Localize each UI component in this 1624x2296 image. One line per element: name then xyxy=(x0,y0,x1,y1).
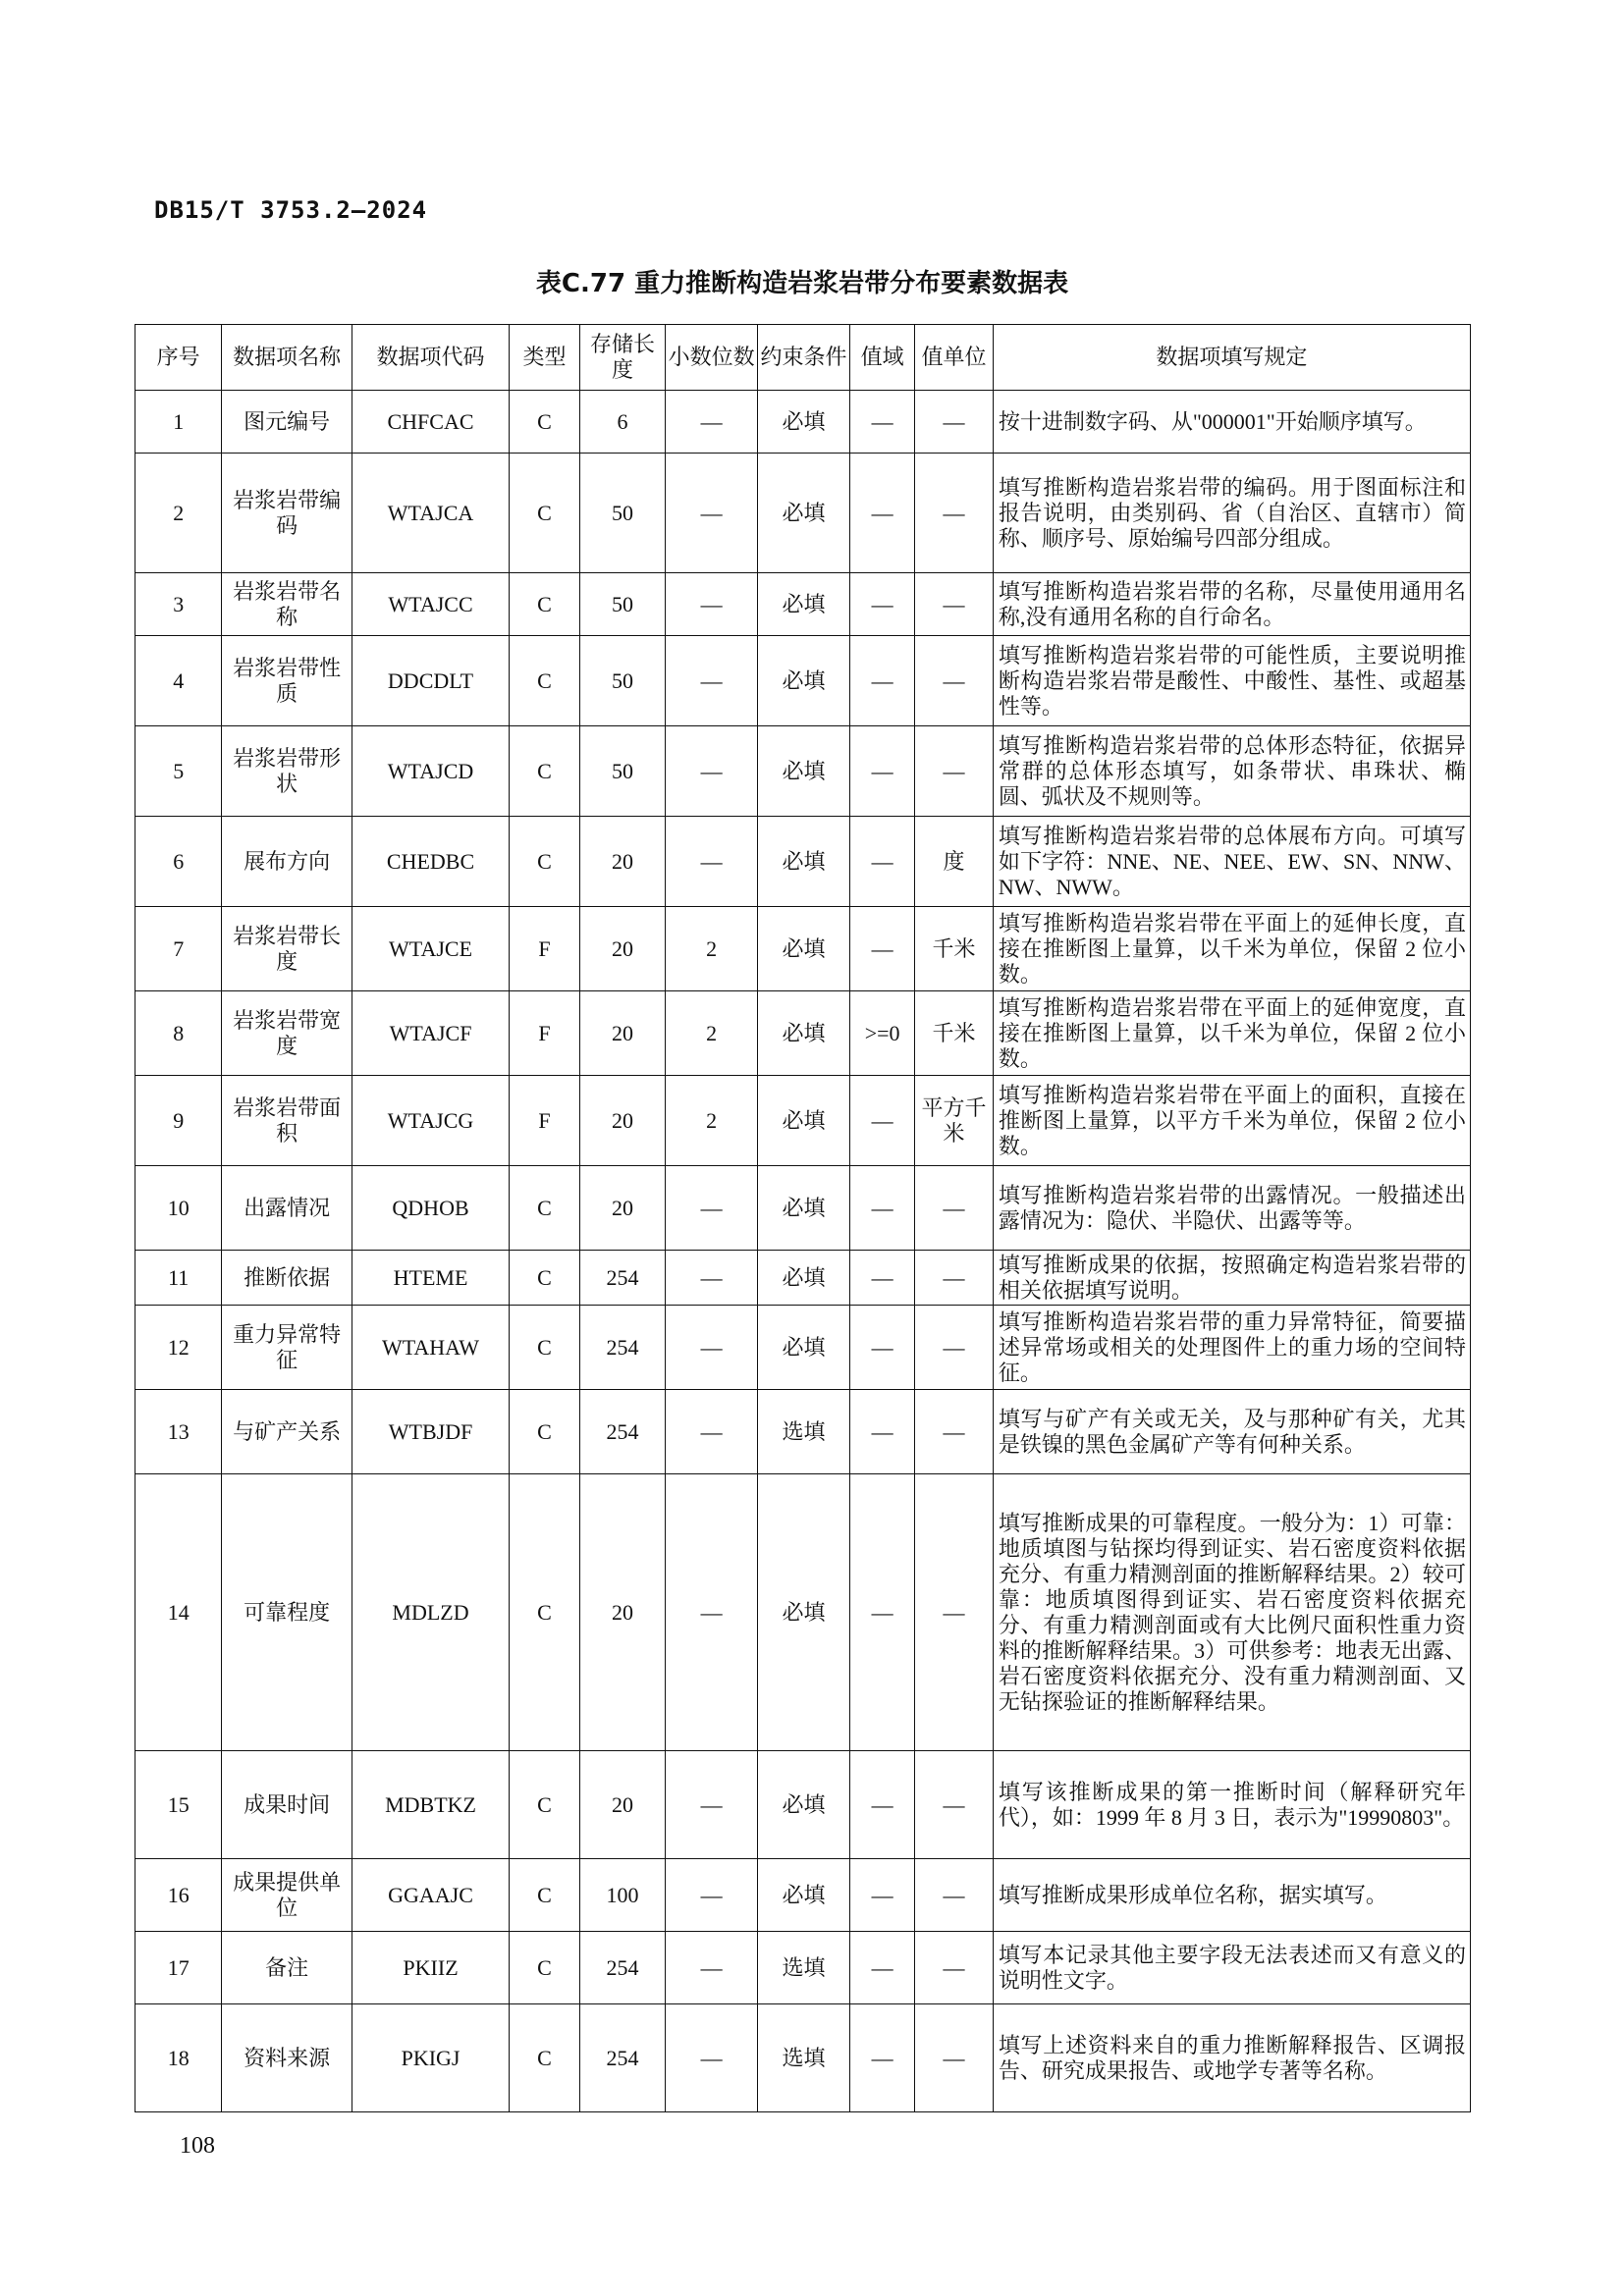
decimals-cell: — xyxy=(666,1932,758,2004)
range-cell: — xyxy=(850,573,915,636)
range-cell: — xyxy=(850,1751,915,1859)
item-code-cell: GGAAJC xyxy=(352,1859,509,1932)
range-cell: — xyxy=(850,454,915,573)
length-cell: 50 xyxy=(579,454,665,573)
decimals-cell: 2 xyxy=(666,907,758,991)
item-name-cell: 与矿产关系 xyxy=(222,1390,352,1474)
item-name-cell: 岩浆岩带长度 xyxy=(222,907,352,991)
table-row xyxy=(135,1932,1471,2004)
item-name-cell: 重力异常特征 xyxy=(222,1306,352,1390)
type-cell: C xyxy=(510,1251,580,1306)
unit-cell: — xyxy=(915,726,994,817)
table-title: 表C.77 重力推断构造岩浆岩带分布要素数据表 xyxy=(535,269,1069,298)
table-row xyxy=(135,1306,1471,1390)
rule-cell: 填写推断构造岩浆岩带在平面上的延伸长度，直接在推断图上量算，以千米为单位，保留 2 位小数。 xyxy=(993,907,1470,991)
item-name-cell: 岩浆岩带面积 xyxy=(222,1076,352,1166)
table-row xyxy=(135,2004,1471,2112)
table-row xyxy=(135,817,1471,907)
unit-cell: — xyxy=(915,391,994,454)
item-name-cell: 岩浆岩带性质 xyxy=(222,636,352,726)
unit-cell: 千米 xyxy=(915,907,994,991)
table-row xyxy=(135,1166,1471,1251)
length-cell: 100 xyxy=(579,1859,665,1932)
table-row xyxy=(135,573,1471,636)
type-cell: C xyxy=(510,1474,580,1751)
unit-cell: — xyxy=(915,1932,994,2004)
length-cell: 254 xyxy=(579,1390,665,1474)
table-row xyxy=(135,907,1471,991)
table-row xyxy=(135,1076,1471,1166)
type-cell: F xyxy=(510,991,580,1076)
range-cell: — xyxy=(850,636,915,726)
row-number-cell: 4 xyxy=(135,636,222,726)
unit-cell: — xyxy=(915,1474,994,1751)
rule-cell: 填写推断构造岩浆岩带的重力异常特征，简要描述异常场或相关的处理图件上的重力场的空间特征。 xyxy=(993,1306,1470,1390)
row-number-cell: 7 xyxy=(135,907,222,991)
item-code-cell: WTAJCG xyxy=(352,1076,509,1166)
table-row xyxy=(135,454,1471,573)
rule-cell: 填写推断构造岩浆岩带的总体形态特征，依据异常群的总体形态填写，如条带状、串珠状、椭圆、弧状及不规则等。 xyxy=(993,726,1470,817)
table-row xyxy=(135,991,1471,1076)
item-name-cell: 资料来源 xyxy=(222,2004,352,2112)
length-cell: 20 xyxy=(579,991,665,1076)
row-number-cell: 17 xyxy=(135,1932,222,2004)
row-number-cell: 15 xyxy=(135,1751,222,1859)
unit-cell: — xyxy=(915,636,994,726)
row-number-cell: 18 xyxy=(135,2004,222,2112)
item-code-cell: WTAJCE xyxy=(352,907,509,991)
type-cell: C xyxy=(510,454,580,573)
type-cell: C xyxy=(510,817,580,907)
item-code-cell: PKIGJ xyxy=(352,2004,509,2112)
constraint-cell: 必填 xyxy=(758,1859,850,1932)
column-header: 序号 xyxy=(135,325,222,391)
decimals-cell: 2 xyxy=(666,1076,758,1166)
unit-cell: — xyxy=(915,2004,994,2112)
table-row xyxy=(135,1859,1471,1932)
type-cell: C xyxy=(510,1751,580,1859)
unit-cell: — xyxy=(915,454,994,573)
range-cell: — xyxy=(850,1932,915,2004)
type-cell: C xyxy=(510,1390,580,1474)
constraint-cell: 必填 xyxy=(758,573,850,636)
column-header: 约束条件 xyxy=(758,325,850,391)
unit-cell: — xyxy=(915,573,994,636)
row-number-cell: 2 xyxy=(135,454,222,573)
table-row xyxy=(135,726,1471,817)
decimals-cell: — xyxy=(666,1251,758,1306)
item-code-cell: PKIIZ xyxy=(352,1932,509,2004)
range-cell: — xyxy=(850,1859,915,1932)
rule-cell: 填写推断构造岩浆岩带的出露情况。一般描述出露情况为：隐伏、半隐伏、出露等等。 xyxy=(993,1166,1470,1251)
constraint-cell: 选填 xyxy=(758,1932,850,2004)
constraint-cell: 选填 xyxy=(758,2004,850,2112)
constraint-cell: 必填 xyxy=(758,907,850,991)
column-header: 数据项代码 xyxy=(352,325,509,391)
table-row xyxy=(135,1251,1471,1306)
constraint-cell: 必填 xyxy=(758,817,850,907)
rule-cell: 填写本记录其他主要字段无法表述而又有意义的说明性文字。 xyxy=(993,1932,1470,2004)
constraint-cell: 必填 xyxy=(758,391,850,454)
column-header: 数据项名称 xyxy=(222,325,352,391)
table-row xyxy=(135,1751,1471,1859)
constraint-cell: 必填 xyxy=(758,1751,850,1859)
item-name-cell: 成果时间 xyxy=(222,1751,352,1859)
range-cell: — xyxy=(850,1076,915,1166)
length-cell: 20 xyxy=(579,1076,665,1166)
table-row xyxy=(135,391,1471,454)
length-cell: 20 xyxy=(579,1166,665,1251)
item-name-cell: 备注 xyxy=(222,1932,352,2004)
unit-cell: — xyxy=(915,1751,994,1859)
row-number-cell: 12 xyxy=(135,1306,222,1390)
decimals-cell: — xyxy=(666,1306,758,1390)
row-number-cell: 8 xyxy=(135,991,222,1076)
rule-cell: 填写推断构造岩浆岩带在平面上的面积，直接在推断图上量算，以平方千米为单位，保留 2 位小数。 xyxy=(993,1076,1470,1166)
document-code: DB15/T 3753.2—2024 xyxy=(154,196,428,224)
decimals-cell: — xyxy=(666,817,758,907)
item-code-cell: CHEDBC xyxy=(352,817,509,907)
item-name-cell: 成果提供单位 xyxy=(222,1859,352,1932)
item-code-cell: WTAJCC xyxy=(352,573,509,636)
constraint-cell: 选填 xyxy=(758,1390,850,1474)
decimals-cell: — xyxy=(666,1166,758,1251)
decimals-cell: — xyxy=(666,1859,758,1932)
unit-cell: 平方千米 xyxy=(915,1076,994,1166)
table-header-row xyxy=(135,325,1471,391)
item-code-cell: CHFCAC xyxy=(352,391,509,454)
constraint-cell: 必填 xyxy=(758,1251,850,1306)
decimals-cell: 2 xyxy=(666,991,758,1076)
constraint-cell: 必填 xyxy=(758,636,850,726)
constraint-cell: 必填 xyxy=(758,454,850,573)
unit-cell: 度 xyxy=(915,817,994,907)
length-cell: 20 xyxy=(579,1474,665,1751)
constraint-cell: 必填 xyxy=(758,991,850,1076)
type-cell: F xyxy=(510,1076,580,1166)
row-number-cell: 11 xyxy=(135,1251,222,1306)
decimals-cell: — xyxy=(666,1751,758,1859)
item-name-cell: 岩浆岩带形状 xyxy=(222,726,352,817)
range-cell: — xyxy=(850,391,915,454)
decimals-cell: — xyxy=(666,726,758,817)
row-number-cell: 16 xyxy=(135,1859,222,1932)
item-code-cell: WTAJCD xyxy=(352,726,509,817)
type-cell: C xyxy=(510,1859,580,1932)
row-number-cell: 13 xyxy=(135,1390,222,1474)
rule-cell: 填写推断构造岩浆岩带的编码。用于图面标注和报告说明，由类别码、省（自治区、直辖市）简称、顺序号、原始编号四部分组成。 xyxy=(993,454,1470,573)
decimals-cell: — xyxy=(666,391,758,454)
column-header: 类型 xyxy=(510,325,580,391)
item-code-cell: QDHOB xyxy=(352,1166,509,1251)
rule-cell: 填写推断成果的依据，按照确定构造岩浆岩带的相关依据填写说明。 xyxy=(993,1251,1470,1306)
row-number-cell: 3 xyxy=(135,573,222,636)
rule-cell: 填写上述资料来自的重力推断解释报告、区调报告、研究成果报告、或地学专著等名称。 xyxy=(993,2004,1470,2112)
row-number-cell: 14 xyxy=(135,1474,222,1751)
constraint-cell: 必填 xyxy=(758,1076,850,1166)
constraint-cell: 必填 xyxy=(758,1474,850,1751)
constraint-cell: 必填 xyxy=(758,726,850,817)
range-cell: — xyxy=(850,817,915,907)
column-header: 值单位 xyxy=(915,325,994,391)
type-cell: C xyxy=(510,726,580,817)
type-cell: C xyxy=(510,1306,580,1390)
column-header: 值域 xyxy=(850,325,915,391)
rule-cell: 填写推断构造岩浆岩带的总体展布方向。可填写如下字符：NNE、NE、NEE、EW、SN、NNW、NW、NWW。 xyxy=(993,817,1470,907)
item-code-cell: DDCDLT xyxy=(352,636,509,726)
item-name-cell: 推断依据 xyxy=(222,1251,352,1306)
length-cell: 254 xyxy=(579,2004,665,2112)
item-code-cell: WTAJCF xyxy=(352,991,509,1076)
range-cell: — xyxy=(850,1166,915,1251)
item-name-cell: 岩浆岩带名称 xyxy=(222,573,352,636)
item-code-cell: MDLZD xyxy=(352,1474,509,1751)
type-cell: C xyxy=(510,2004,580,2112)
decimals-cell: — xyxy=(666,573,758,636)
item-name-cell: 岩浆岩带编码 xyxy=(222,454,352,573)
item-name-cell: 图元编号 xyxy=(222,391,352,454)
decimals-cell: — xyxy=(666,1390,758,1474)
length-cell: 50 xyxy=(579,726,665,817)
range-cell: — xyxy=(850,1474,915,1751)
row-number-cell: 1 xyxy=(135,391,222,454)
length-cell: 6 xyxy=(579,391,665,454)
table-body xyxy=(135,391,1471,2112)
range-cell: — xyxy=(850,907,915,991)
item-code-cell: WTAHAW xyxy=(352,1306,509,1390)
type-cell: C xyxy=(510,636,580,726)
type-cell: C xyxy=(510,391,580,454)
type-cell: F xyxy=(510,907,580,991)
range-cell: — xyxy=(850,726,915,817)
data-element-table xyxy=(135,324,1471,2112)
item-name-cell: 岩浆岩带宽度 xyxy=(222,991,352,1076)
decimals-cell: — xyxy=(666,1474,758,1751)
page-number: 108 xyxy=(180,2133,215,2159)
unit-cell: — xyxy=(915,1306,994,1390)
rule-cell: 填写该推断成果的第一推断时间（解释研究年代），如：1999 年 8 月 3 日，表示为"19990803"。 xyxy=(993,1751,1470,1859)
table-row xyxy=(135,1390,1471,1474)
item-code-cell: WTAJCA xyxy=(352,454,509,573)
type-cell: C xyxy=(510,573,580,636)
decimals-cell: — xyxy=(666,2004,758,2112)
column-header: 小数位数 xyxy=(666,325,758,391)
constraint-cell: 必填 xyxy=(758,1306,850,1390)
row-number-cell: 9 xyxy=(135,1076,222,1166)
length-cell: 254 xyxy=(579,1306,665,1390)
column-header: 数据项填写规定 xyxy=(993,325,1470,391)
type-cell: C xyxy=(510,1932,580,2004)
length-cell: 50 xyxy=(579,636,665,726)
table-row xyxy=(135,636,1471,726)
item-code-cell: HTEME xyxy=(352,1251,509,1306)
table-row xyxy=(135,1474,1471,1751)
rule-cell: 填写与矿产有关或无关，及与那种矿有关，尤其是铁镍的黑色金属矿产等有何种关系。 xyxy=(993,1390,1470,1474)
unit-cell: 千米 xyxy=(915,991,994,1076)
row-number-cell: 5 xyxy=(135,726,222,817)
rule-cell: 填写推断成果的可靠程度。一般分为：1）可靠：地质填图与钻探均得到证实、岩石密度资料依据充分、有重力精测剖面的推断解释结果。2）较可靠：地质填图得到证实、岩石密度资料依据充分、有重力精测剖面或有大比例尺面积性重力资料的推断解释结果。3）可供参考：地表无出露、岩石密度资料依据充分、没有重力精测剖面、又无钻探验证的推断解释结果。 xyxy=(993,1474,1470,1751)
rule-cell: 按十进制数字码、从"000001"开始顺序填写。 xyxy=(993,391,1470,454)
rule-cell: 填写推断构造岩浆岩带的可能性质，主要说明推断构造岩浆岩带是酸性、中酸性、基性、或超基性等。 xyxy=(993,636,1470,726)
length-cell: 20 xyxy=(579,817,665,907)
row-number-cell: 6 xyxy=(135,817,222,907)
item-code-cell: MDBTKZ xyxy=(352,1751,509,1859)
decimals-cell: — xyxy=(666,454,758,573)
range-cell: — xyxy=(850,2004,915,2112)
range-cell: — xyxy=(850,1251,915,1306)
rule-cell: 填写推断构造岩浆岩带在平面上的延伸宽度，直接在推断图上量算，以千米为单位，保留 2 位小数。 xyxy=(993,991,1470,1076)
unit-cell: — xyxy=(915,1166,994,1251)
item-name-cell: 可靠程度 xyxy=(222,1474,352,1751)
length-cell: 50 xyxy=(579,573,665,636)
item-name-cell: 展布方向 xyxy=(222,817,352,907)
row-number-cell: 10 xyxy=(135,1166,222,1251)
range-cell: >=0 xyxy=(850,991,915,1076)
constraint-cell: 必填 xyxy=(758,1166,850,1251)
length-cell: 254 xyxy=(579,1251,665,1306)
unit-cell: — xyxy=(915,1251,994,1306)
item-name-cell: 出露情况 xyxy=(222,1166,352,1251)
unit-cell: — xyxy=(915,1859,994,1932)
unit-cell: — xyxy=(915,1390,994,1474)
rule-cell: 填写推断构造岩浆岩带的名称，尽量使用通用名称,没有通用名称的自行命名。 xyxy=(993,573,1470,636)
length-cell: 20 xyxy=(579,907,665,991)
column-header: 存储长度 xyxy=(579,325,665,391)
length-cell: 254 xyxy=(579,1932,665,2004)
range-cell: — xyxy=(850,1390,915,1474)
length-cell: 20 xyxy=(579,1751,665,1859)
type-cell: C xyxy=(510,1166,580,1251)
rule-cell: 填写推断成果形成单位名称，据实填写。 xyxy=(993,1859,1470,1932)
decimals-cell: — xyxy=(666,636,758,726)
range-cell: — xyxy=(850,1306,915,1390)
item-code-cell: WTBJDF xyxy=(352,1390,509,1474)
